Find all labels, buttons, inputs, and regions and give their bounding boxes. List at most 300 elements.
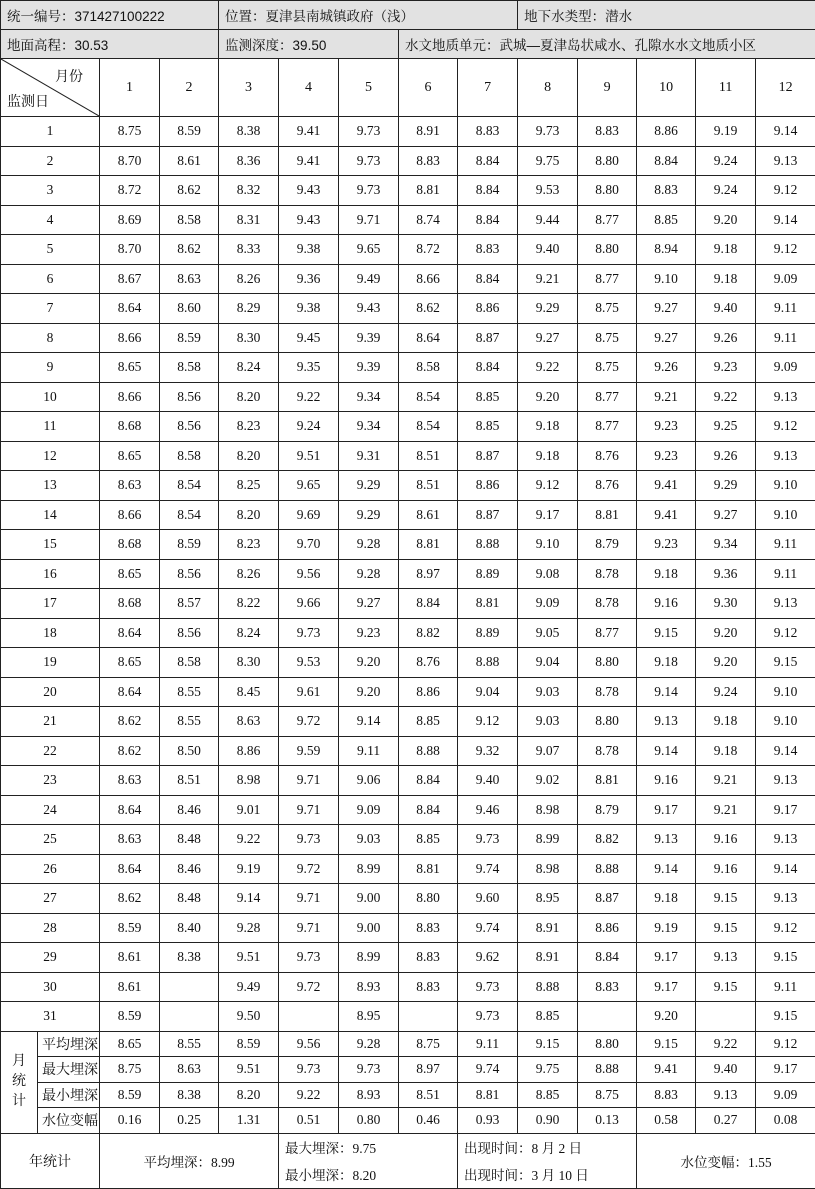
depth-value-cell: 9.13 xyxy=(637,825,696,855)
depth-value-cell: 9.22 xyxy=(696,382,756,412)
day-label: 1 xyxy=(1,117,100,147)
month-header-7: 7 xyxy=(458,59,518,117)
day-label: 17 xyxy=(1,589,100,619)
depth-value-cell: 8.66 xyxy=(399,264,458,294)
stat-value-cell: 0.90 xyxy=(518,1108,578,1134)
depth-value-cell: 9.27 xyxy=(339,589,399,619)
depth-value-cell: 8.78 xyxy=(578,736,637,766)
depth-value-cell: 8.99 xyxy=(339,943,399,973)
depth-value-cell: 8.97 xyxy=(399,559,458,589)
depth-value-cell: 9.72 xyxy=(279,707,339,737)
depth-value-cell: 8.88 xyxy=(458,648,518,678)
table-row xyxy=(1,500,815,530)
depth-value-cell: 8.83 xyxy=(458,117,518,147)
depth-value-cell: 8.64 xyxy=(100,795,160,825)
depth-value-cell: 9.14 xyxy=(756,117,815,147)
depth-value-cell: 9.71 xyxy=(279,795,339,825)
depth-value-cell: 9.41 xyxy=(279,146,339,176)
depth-value-cell: 9.27 xyxy=(696,500,756,530)
depth-value-cell: 8.78 xyxy=(578,559,637,589)
depth-value-cell: 8.56 xyxy=(160,559,219,589)
depth-value-cell: 8.61 xyxy=(399,500,458,530)
monthly-stat-row xyxy=(1,1108,815,1134)
table-row xyxy=(1,205,815,235)
depth-value-cell: 8.85 xyxy=(458,382,518,412)
depth-value-cell: 8.64 xyxy=(100,677,160,707)
depth-value-cell: 8.68 xyxy=(100,530,160,560)
stat-value-cell: 0.46 xyxy=(399,1108,458,1134)
depth-value-cell: 9.18 xyxy=(637,648,696,678)
month-header-12: 12 xyxy=(756,59,815,117)
depth-value-cell: 9.66 xyxy=(279,589,339,619)
depth-value-cell: 8.66 xyxy=(100,500,160,530)
depth-value-cell: 9.36 xyxy=(279,264,339,294)
depth-value-cell: 8.63 xyxy=(100,825,160,855)
depth-value-cell: 9.06 xyxy=(339,766,399,796)
day-label: 8 xyxy=(1,323,100,353)
depth-value-cell: 8.80 xyxy=(578,648,637,678)
depth-value-cell: 8.30 xyxy=(219,648,279,678)
depth-value-cell: 8.78 xyxy=(578,589,637,619)
stat-value-cell: 9.15 xyxy=(637,1031,696,1057)
depth-value-cell: 9.12 xyxy=(756,176,815,206)
depth-value-cell: 9.07 xyxy=(518,736,578,766)
day-label: 29 xyxy=(1,943,100,973)
depth-value-cell: 9.16 xyxy=(637,766,696,796)
depth-value-cell: 9.73 xyxy=(458,972,518,1002)
month-header-11: 11 xyxy=(696,59,756,117)
depth-value-cell: 9.18 xyxy=(696,235,756,265)
depth-value-cell: 9.21 xyxy=(637,382,696,412)
depth-value-cell: 8.51 xyxy=(399,471,458,501)
stat-value-cell: 9.75 xyxy=(518,1057,578,1083)
day-label: 20 xyxy=(1,677,100,707)
stat-value-cell: 8.93 xyxy=(339,1082,399,1108)
stat-value-cell: 9.51 xyxy=(219,1057,279,1083)
stat-value-cell: 8.80 xyxy=(578,1031,637,1057)
depth-value-cell: 9.44 xyxy=(518,205,578,235)
depth-value-cell: 9.65 xyxy=(279,471,339,501)
stat-value-cell: 8.65 xyxy=(100,1031,160,1057)
depth-value-cell: 9.36 xyxy=(696,559,756,589)
depth-value-cell: 9.73 xyxy=(279,943,339,973)
depth-value-cell: 9.38 xyxy=(279,235,339,265)
monitoring-depth-cell: 监测深度：39.50 xyxy=(219,30,399,59)
depth-value-cell: 8.83 xyxy=(399,943,458,973)
depth-value-cell: 9.09 xyxy=(756,264,815,294)
day-label: 10 xyxy=(1,382,100,412)
depth-value-cell: 8.58 xyxy=(160,441,219,471)
hydrogeologic-unit-cell: 水文地质单元：武城—夏津岛状咸水、孔隙水水文地质小区 xyxy=(399,30,815,59)
depth-value-cell: 8.20 xyxy=(219,500,279,530)
depth-value-cell: 8.99 xyxy=(518,825,578,855)
day-label: 2 xyxy=(1,146,100,176)
depth-value-cell: 9.18 xyxy=(696,707,756,737)
depth-value-cell: 8.80 xyxy=(578,146,637,176)
depth-value-cell: 8.62 xyxy=(100,707,160,737)
stat-value-cell: 0.27 xyxy=(696,1108,756,1134)
depth-value-cell: 9.16 xyxy=(696,854,756,884)
table-row xyxy=(1,736,815,766)
depth-value-cell: 8.48 xyxy=(160,884,219,914)
depth-value-cell: 8.88 xyxy=(578,854,637,884)
depth-value-cell: 9.28 xyxy=(339,530,399,560)
month-header-4: 4 xyxy=(279,59,339,117)
depth-value-cell: 8.54 xyxy=(399,382,458,412)
depth-value-cell: 8.25 xyxy=(219,471,279,501)
depth-value-cell: 9.43 xyxy=(279,205,339,235)
depth-value-cell: 9.27 xyxy=(637,323,696,353)
depth-value-cell: 8.59 xyxy=(100,913,160,943)
depth-value-cell: 8.75 xyxy=(578,323,637,353)
depth-value-cell: 9.11 xyxy=(756,294,815,324)
depth-value-cell: 8.59 xyxy=(160,530,219,560)
depth-value-cell: 9.10 xyxy=(756,707,815,737)
depth-value-cell: 8.70 xyxy=(100,235,160,265)
table-row xyxy=(1,264,815,294)
depth-value-cell: 9.28 xyxy=(339,559,399,589)
depth-value-cell: 9.13 xyxy=(756,382,815,412)
depth-value-cell: 9.73 xyxy=(279,825,339,855)
stat-value-cell: 0.51 xyxy=(279,1108,339,1134)
depth-value-cell: 8.64 xyxy=(100,294,160,324)
depth-value-cell: 9.20 xyxy=(339,677,399,707)
depth-value-cell: 8.84 xyxy=(458,205,518,235)
depth-value-cell: 9.61 xyxy=(279,677,339,707)
depth-value-cell: 9.49 xyxy=(219,972,279,1002)
depth-value-cell: 9.09 xyxy=(756,353,815,383)
depth-value-cell: 8.24 xyxy=(219,618,279,648)
depth-value-cell: 9.14 xyxy=(756,736,815,766)
depth-value-cell: 9.45 xyxy=(279,323,339,353)
stat-value-cell: 9.74 xyxy=(458,1057,518,1083)
depth-value-cell: 9.23 xyxy=(637,412,696,442)
depth-value-cell: 9.14 xyxy=(756,205,815,235)
ground-elevation-cell: 地面高程：30.53 xyxy=(1,30,219,59)
depth-value-cell: 8.58 xyxy=(160,648,219,678)
stat-value-cell: 8.75 xyxy=(578,1082,637,1108)
depth-value-cell: 9.21 xyxy=(696,795,756,825)
depth-value-cell: 9.40 xyxy=(458,766,518,796)
depth-value-cell xyxy=(578,1002,637,1032)
depth-value-cell: 8.45 xyxy=(219,677,279,707)
depth-value-cell: 9.21 xyxy=(518,264,578,294)
table-row xyxy=(1,294,815,324)
depth-value-cell: 8.82 xyxy=(578,825,637,855)
stat-label: 最小埋深 xyxy=(38,1082,100,1108)
depth-value-cell: 9.19 xyxy=(637,913,696,943)
depth-value-cell: 9.69 xyxy=(279,500,339,530)
depth-value-cell xyxy=(279,1002,339,1032)
depth-value-cell: 8.30 xyxy=(219,323,279,353)
depth-value-cell: 9.24 xyxy=(279,412,339,442)
depth-value-cell: 8.84 xyxy=(458,176,518,206)
depth-value-cell: 9.22 xyxy=(219,825,279,855)
depth-value-cell: 9.34 xyxy=(339,412,399,442)
depth-value-cell: 8.98 xyxy=(219,766,279,796)
depth-value-cell: 8.77 xyxy=(578,382,637,412)
depth-value-cell: 9.28 xyxy=(219,913,279,943)
monthly-stat-row xyxy=(1,1082,815,1108)
depth-value-cell: 8.98 xyxy=(518,854,578,884)
depth-value-cell: 9.14 xyxy=(339,707,399,737)
depth-value-cell: 9.26 xyxy=(696,323,756,353)
table-row xyxy=(1,382,815,412)
depth-value-cell: 9.10 xyxy=(756,500,815,530)
depth-value-cell: 8.87 xyxy=(578,884,637,914)
depth-value-cell: 8.91 xyxy=(518,913,578,943)
depth-value-cell: 9.31 xyxy=(339,441,399,471)
depth-value-cell: 8.63 xyxy=(100,471,160,501)
depth-value-cell: 9.03 xyxy=(518,707,578,737)
stat-value-cell: 8.75 xyxy=(399,1031,458,1057)
stat-value-cell: 9.28 xyxy=(339,1031,399,1057)
depth-value-cell: 9.13 xyxy=(756,589,815,619)
depth-value-cell: 8.64 xyxy=(100,618,160,648)
depth-value-cell: 8.26 xyxy=(219,559,279,589)
depth-value-cell: 9.16 xyxy=(637,589,696,619)
monthly-stat-row xyxy=(1,1031,815,1057)
depth-value-cell: 9.10 xyxy=(756,471,815,501)
depth-value-cell: 9.34 xyxy=(696,530,756,560)
depth-value-cell: 8.50 xyxy=(160,736,219,766)
depth-value-cell: 9.72 xyxy=(279,854,339,884)
day-label: 18 xyxy=(1,618,100,648)
depth-value-cell: 9.12 xyxy=(518,471,578,501)
depth-value-cell: 9.14 xyxy=(756,854,815,884)
stat-value-cell: 8.81 xyxy=(458,1082,518,1108)
depth-value-cell: 8.20 xyxy=(219,441,279,471)
depth-value-cell: 8.81 xyxy=(578,766,637,796)
depth-value-cell: 9.15 xyxy=(637,618,696,648)
depth-value-cell: 9.17 xyxy=(637,972,696,1002)
stat-value-cell: 9.41 xyxy=(637,1057,696,1083)
depth-value-cell: 8.87 xyxy=(458,500,518,530)
depth-value-cell: 8.75 xyxy=(100,117,160,147)
table-row xyxy=(1,795,815,825)
depth-value-cell: 9.04 xyxy=(518,648,578,678)
day-label: 31 xyxy=(1,1002,100,1032)
depth-value-cell: 9.15 xyxy=(756,1002,815,1032)
depth-value-cell: 9.71 xyxy=(279,913,339,943)
day-label: 16 xyxy=(1,559,100,589)
table-row xyxy=(1,943,815,973)
depth-value-cell: 9.34 xyxy=(339,382,399,412)
depth-value-cell: 8.84 xyxy=(637,146,696,176)
depth-value-cell: 8.61 xyxy=(160,146,219,176)
depth-value-cell: 9.29 xyxy=(518,294,578,324)
day-label: 21 xyxy=(1,707,100,737)
depth-value-cell: 9.27 xyxy=(637,294,696,324)
depth-value-cell: 8.64 xyxy=(399,323,458,353)
depth-value-cell: 9.03 xyxy=(339,825,399,855)
table-row xyxy=(1,589,815,619)
depth-value-cell: 8.46 xyxy=(160,854,219,884)
depth-value-cell: 8.84 xyxy=(399,766,458,796)
stat-value-cell: 8.20 xyxy=(219,1082,279,1108)
table-row xyxy=(1,677,815,707)
depth-value-cell: 9.14 xyxy=(219,884,279,914)
depth-value-cell: 8.76 xyxy=(578,441,637,471)
table-row xyxy=(1,884,815,914)
station-id-cell: 统一编号：371427100222 xyxy=(1,1,219,30)
depth-value-cell: 8.22 xyxy=(219,589,279,619)
depth-value-cell: 8.88 xyxy=(458,530,518,560)
depth-value-cell: 9.73 xyxy=(458,825,518,855)
depth-value-cell: 8.83 xyxy=(399,146,458,176)
stat-value-cell: 9.73 xyxy=(279,1057,339,1083)
depth-value-cell: 9.29 xyxy=(696,471,756,501)
depth-value-cell: 8.94 xyxy=(637,235,696,265)
depth-value-cell: 8.75 xyxy=(578,353,637,383)
depth-value-cell: 8.54 xyxy=(160,471,219,501)
depth-value-cell: 9.10 xyxy=(756,677,815,707)
yearly-stats-label: 年统计 xyxy=(1,1133,100,1188)
table-row xyxy=(1,471,815,501)
day-label: 19 xyxy=(1,648,100,678)
depth-value-cell: 8.61 xyxy=(100,943,160,973)
stat-value-cell: 9.12 xyxy=(756,1031,815,1057)
depth-value-cell: 8.32 xyxy=(219,176,279,206)
depth-value-cell: 9.18 xyxy=(696,736,756,766)
depth-value-cell: 8.51 xyxy=(399,441,458,471)
depth-value-cell: 9.73 xyxy=(339,146,399,176)
depth-value-cell: 9.18 xyxy=(518,412,578,442)
depth-value-cell: 9.12 xyxy=(756,412,815,442)
depth-value-cell: 8.76 xyxy=(578,471,637,501)
depth-value-cell: 9.30 xyxy=(696,589,756,619)
depth-value-cell: 9.13 xyxy=(756,884,815,914)
day-label: 23 xyxy=(1,766,100,796)
depth-value-cell: 9.29 xyxy=(339,500,399,530)
groundwater-type-cell: 地下水类型：潜水 xyxy=(518,1,815,30)
depth-value-cell: 9.09 xyxy=(518,589,578,619)
depth-value-cell: 9.13 xyxy=(637,707,696,737)
table-row xyxy=(1,235,815,265)
depth-value-cell: 8.85 xyxy=(399,825,458,855)
stat-label: 平均埋深 xyxy=(38,1031,100,1057)
depth-value-cell: 9.20 xyxy=(696,648,756,678)
depth-value-cell: 9.24 xyxy=(696,677,756,707)
yearly-max-depth: 最大埋深：9.75 xyxy=(279,1133,458,1161)
depth-value-cell: 8.63 xyxy=(219,707,279,737)
depth-value-cell: 8.89 xyxy=(458,618,518,648)
depth-value-cell: 8.59 xyxy=(160,323,219,353)
month-axis-label: 月份 xyxy=(55,66,83,86)
month-header-10: 10 xyxy=(637,59,696,117)
depth-value-cell: 9.09 xyxy=(339,795,399,825)
stat-value-cell: 9.11 xyxy=(458,1031,518,1057)
depth-value-cell: 8.81 xyxy=(399,530,458,560)
location-cell: 位置：夏津县南城镇政府（浅） xyxy=(219,1,518,30)
depth-value-cell: 9.13 xyxy=(756,441,815,471)
depth-value-cell: 9.41 xyxy=(637,471,696,501)
depth-value-cell: 9.15 xyxy=(696,913,756,943)
depth-value-cell: 9.18 xyxy=(637,559,696,589)
depth-value-cell: 9.21 xyxy=(696,766,756,796)
depth-value-cell: 8.66 xyxy=(100,382,160,412)
depth-value-cell: 8.84 xyxy=(399,589,458,619)
depth-value-cell: 9.71 xyxy=(279,884,339,914)
depth-value-cell: 8.51 xyxy=(160,766,219,796)
day-label: 7 xyxy=(1,294,100,324)
depth-value-cell: 8.83 xyxy=(637,176,696,206)
depth-value-cell: 8.63 xyxy=(160,264,219,294)
depth-value-cell xyxy=(399,1002,458,1032)
depth-value-cell: 8.95 xyxy=(339,1002,399,1032)
depth-value-cell: 8.80 xyxy=(578,176,637,206)
depth-value-cell: 9.14 xyxy=(637,736,696,766)
depth-value-cell: 9.14 xyxy=(637,854,696,884)
table-row xyxy=(1,1002,815,1032)
stat-value-cell: 9.13 xyxy=(696,1082,756,1108)
depth-value-cell: 8.56 xyxy=(160,412,219,442)
depth-value-cell: 8.91 xyxy=(399,117,458,147)
stat-value-cell: 0.58 xyxy=(637,1108,696,1134)
depth-value-cell: 9.56 xyxy=(279,559,339,589)
depth-value-cell: 8.77 xyxy=(578,264,637,294)
depth-value-cell: 9.08 xyxy=(518,559,578,589)
stat-value-cell: 8.55 xyxy=(160,1031,219,1057)
depth-value-cell: 8.54 xyxy=(399,412,458,442)
month-header-5: 5 xyxy=(339,59,399,117)
header-row-1 xyxy=(1,1,815,30)
depth-value-cell: 9.71 xyxy=(339,205,399,235)
depth-value-cell xyxy=(696,1002,756,1032)
depth-value-cell: 8.88 xyxy=(518,972,578,1002)
depth-value-cell: 9.62 xyxy=(458,943,518,973)
depth-value-cell: 8.83 xyxy=(399,972,458,1002)
table-row xyxy=(1,176,815,206)
depth-value-cell: 9.17 xyxy=(518,500,578,530)
depth-value-cell: 8.79 xyxy=(578,530,637,560)
stat-value-cell: 8.88 xyxy=(578,1057,637,1083)
depth-value-cell: 9.17 xyxy=(637,795,696,825)
depth-value-cell: 9.15 xyxy=(756,648,815,678)
table-row xyxy=(1,323,815,353)
table-row xyxy=(1,559,815,589)
depth-value-cell: 9.18 xyxy=(518,441,578,471)
depth-value-cell: 9.53 xyxy=(279,648,339,678)
monthly-stats-group-char: 统 xyxy=(1,1072,37,1092)
depth-value-cell: 9.10 xyxy=(518,530,578,560)
depth-value-cell: 9.20 xyxy=(696,205,756,235)
depth-value-cell: 8.61 xyxy=(100,972,160,1002)
depth-value-cell: 9.19 xyxy=(696,117,756,147)
corner-diagonal-cell xyxy=(1,59,100,117)
depth-value-cell: 9.35 xyxy=(279,353,339,383)
depth-value-cell: 9.24 xyxy=(696,146,756,176)
depth-value-cell: 8.58 xyxy=(399,353,458,383)
depth-value-cell: 9.72 xyxy=(279,972,339,1002)
depth-value-cell: 9.05 xyxy=(518,618,578,648)
depth-value-cell: 9.39 xyxy=(339,323,399,353)
depth-value-cell: 9.14 xyxy=(637,677,696,707)
stat-value-cell: 8.59 xyxy=(219,1031,279,1057)
monthly-stat-row xyxy=(1,1057,815,1083)
depth-value-cell: 9.20 xyxy=(518,382,578,412)
depth-value-cell: 8.56 xyxy=(160,382,219,412)
monthly-stats-group-char: 月 xyxy=(1,1052,37,1072)
day-label: 15 xyxy=(1,530,100,560)
depth-value-cell: 9.00 xyxy=(339,913,399,943)
depth-value-cell: 9.23 xyxy=(339,618,399,648)
depth-value-cell: 8.83 xyxy=(399,913,458,943)
stat-label: 水位变幅 xyxy=(38,1108,100,1134)
depth-value-cell: 8.91 xyxy=(518,943,578,973)
depth-value-cell: 8.84 xyxy=(399,795,458,825)
stat-value-cell: 8.85 xyxy=(518,1082,578,1108)
